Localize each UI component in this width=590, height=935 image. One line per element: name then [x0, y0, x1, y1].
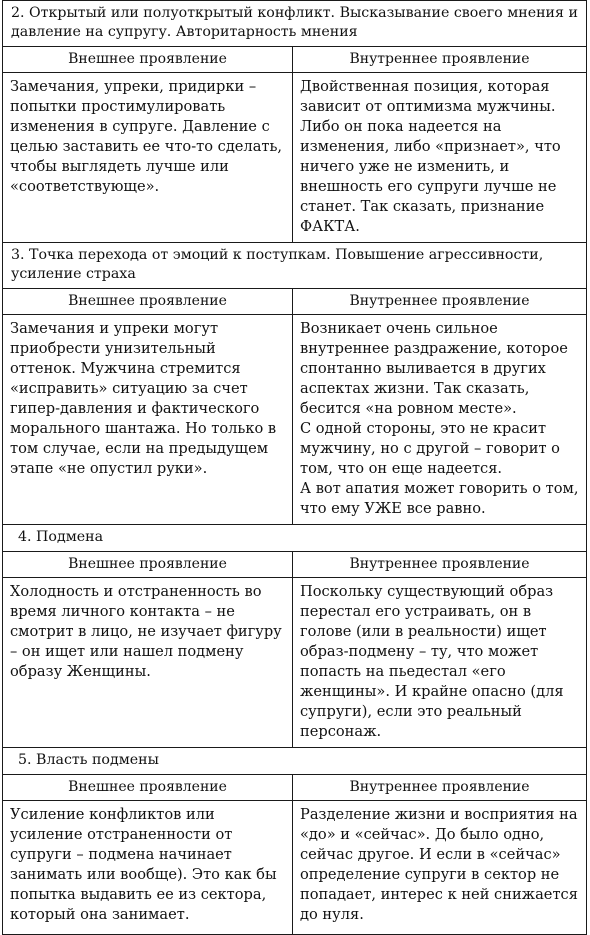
col-header-outer: Внешнее проявление	[3, 552, 293, 578]
header-row	[3, 47, 587, 73]
header-row	[3, 289, 587, 315]
header-row	[3, 775, 587, 801]
col-header-inner: Внутреннее проявление	[293, 47, 587, 73]
inner-cell	[293, 801, 587, 935]
inner-cell	[293, 578, 587, 748]
stage-title: 3. Точка перехода от эмоций к поступкам. Повышение агрессивности, усиление страха	[3, 243, 587, 289]
content-row	[3, 73, 587, 243]
outer-cell	[3, 73, 293, 243]
header-row	[3, 552, 587, 578]
stage-row-4	[3, 525, 587, 552]
content-row	[3, 578, 587, 748]
col-header-outer: Внешнее проявление	[3, 289, 293, 315]
outer-cell	[3, 578, 293, 748]
col-header-inner: Внутреннее проявление	[293, 552, 587, 578]
outer-cell	[3, 801, 293, 935]
inner-cell	[293, 73, 587, 243]
stage-row-2	[3, 1, 587, 47]
col-header-outer: Внешнее проявление	[3, 47, 293, 73]
stage-title: 5. Власть подмены	[3, 748, 587, 775]
outer-text: Замечания и упреки могут приобрести унизительный оттенок. Мужчина стремится «исправить» ситуацию за счет гипер-давления и фактического морального шантажа. Но только в том случае, если на предыдущем этапе «не опустил руки».	[10, 320, 277, 477]
stage-row-3	[3, 243, 587, 289]
content-row	[3, 801, 587, 935]
inner-text: Поскольку существующий образ перестал его устраивать, он в голове (или в реальности) ищет образ-подмену – ту, что может попасть на пьедестал «его женщины». И крайне опасно (для супруги), если это реальный персонаж.	[300, 583, 564, 740]
col-header-inner: Внутреннее проявление	[293, 775, 587, 801]
outer-cell	[3, 315, 293, 525]
col-header-inner: Внутреннее проявление	[293, 289, 587, 315]
inner-text: Двойственная позиция, которая зависит от оптимизма мужчины. Либо он пока надеется на изменения, либо «признает», что ничего уже не изменить, и внешность его супруги лучше не станет. Так сказать, признание ФАКТА.	[300, 78, 561, 235]
stages-table	[2, 0, 587, 935]
col-header-outer: Внешнее проявление	[3, 775, 293, 801]
outer-text: Холодность и отстраненность во время личного контакта – не смотрит в лицо, не изучает фигуру – он ищет или нашел подмену образу Женщины.	[10, 583, 282, 680]
outer-text: Замечания, упреки, придирки – попытки простимулировать изменения в супруге. Давление с целью заставить ее что-то сделать, чтобы выглядеть лучше или «соответствующе».	[10, 78, 283, 195]
inner-text: С одной стороны, это не красит мужчину, но с другой – говорит о том, что он еще надеется.	[300, 420, 560, 477]
stage-title: 2. Открытый или полуоткрытый конфликт. Высказывание своего мнения и давление на супругу. Авторитарность мнения	[3, 1, 587, 47]
stage-title: 4. Подмена	[3, 525, 587, 552]
content-row	[3, 315, 587, 525]
inner-text: Разделение жизни и восприятия на «до» и «сейчас». До было одно, сейчас другое. И если в «сейчас» определение супруги в сектор не попадает, интерес к ней снижается до нуля.	[300, 806, 578, 923]
inner-text: Возникает очень сильное внутреннее раздражение, которое спонтанно выливается в других аспектах жизни. Так сказать, бесится «на ровном месте».	[300, 320, 568, 417]
stage-row-5	[3, 748, 587, 775]
inner-cell	[293, 315, 587, 525]
inner-text: А вот апатия может говорить о том, что ему УЖЕ все равно.	[300, 480, 579, 517]
outer-text: Усиление конфликтов или усиление отстраненности от супруги – подмена начинает занимать или вообще). Это как бы попытка выдавить ее из сектора, который она занимает.	[10, 806, 277, 923]
